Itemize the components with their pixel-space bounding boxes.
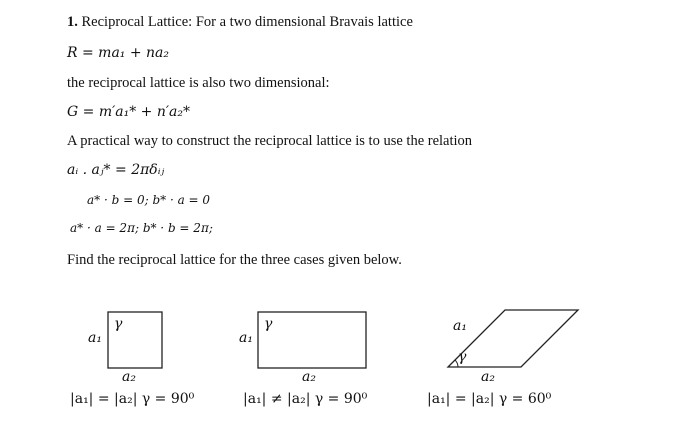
equation-r: R = ma₁ + na₂ — [67, 45, 170, 61]
rhombus-cell — [448, 310, 578, 367]
fig1-a2-label: a₂ — [122, 369, 136, 385]
fig1-a1-label: a₁ — [88, 330, 102, 346]
fig3-a1-label: a₁ — [453, 318, 467, 334]
fig1-caption: |a₁| = |a₂| γ = 90⁰ — [70, 391, 195, 407]
problem-number: 1. — [67, 14, 78, 30]
problem-title: Reciprocal Lattice: For a two dimensional Bravais lattice — [81, 14, 413, 30]
equation-normalization: a* · a = 2π; b* · b = 2π; — [70, 221, 213, 235]
problem-heading — [67, 14, 413, 31]
fig2-a2-label: a₂ — [302, 369, 316, 385]
fig3-caption: |a₁| = |a₂| γ = 60⁰ — [427, 391, 552, 407]
fig1-angle-label: γ — [114, 316, 123, 332]
fig3-angle-label: γ — [458, 349, 467, 365]
equation-orthogonality: a* · b = 0; b* · a = 0 — [87, 193, 211, 207]
fig3-a2-label: a₂ — [481, 369, 495, 385]
rectangle-cell — [258, 312, 366, 368]
text-practical-way: A practical way to construct the reciprocal lattice is to use the relation — [67, 133, 473, 149]
fig2-caption: |a₁| ≠ |a₂| γ = 90⁰ — [243, 391, 368, 407]
fig2-a1-label: a₁ — [239, 330, 253, 346]
text-instruction: Find the reciprocal lattice for the three cases given below. — [67, 252, 402, 268]
fig2-angle-label: γ — [264, 316, 273, 332]
equation-relation: aᵢ . aⱼ* = 2πδᵢⱼ — [67, 162, 165, 178]
equation-g: G = m′a₁* + n′a₂* — [67, 104, 191, 120]
text-reciprocal-2d: the reciprocal lattice is also two dimensional: — [67, 75, 330, 91]
